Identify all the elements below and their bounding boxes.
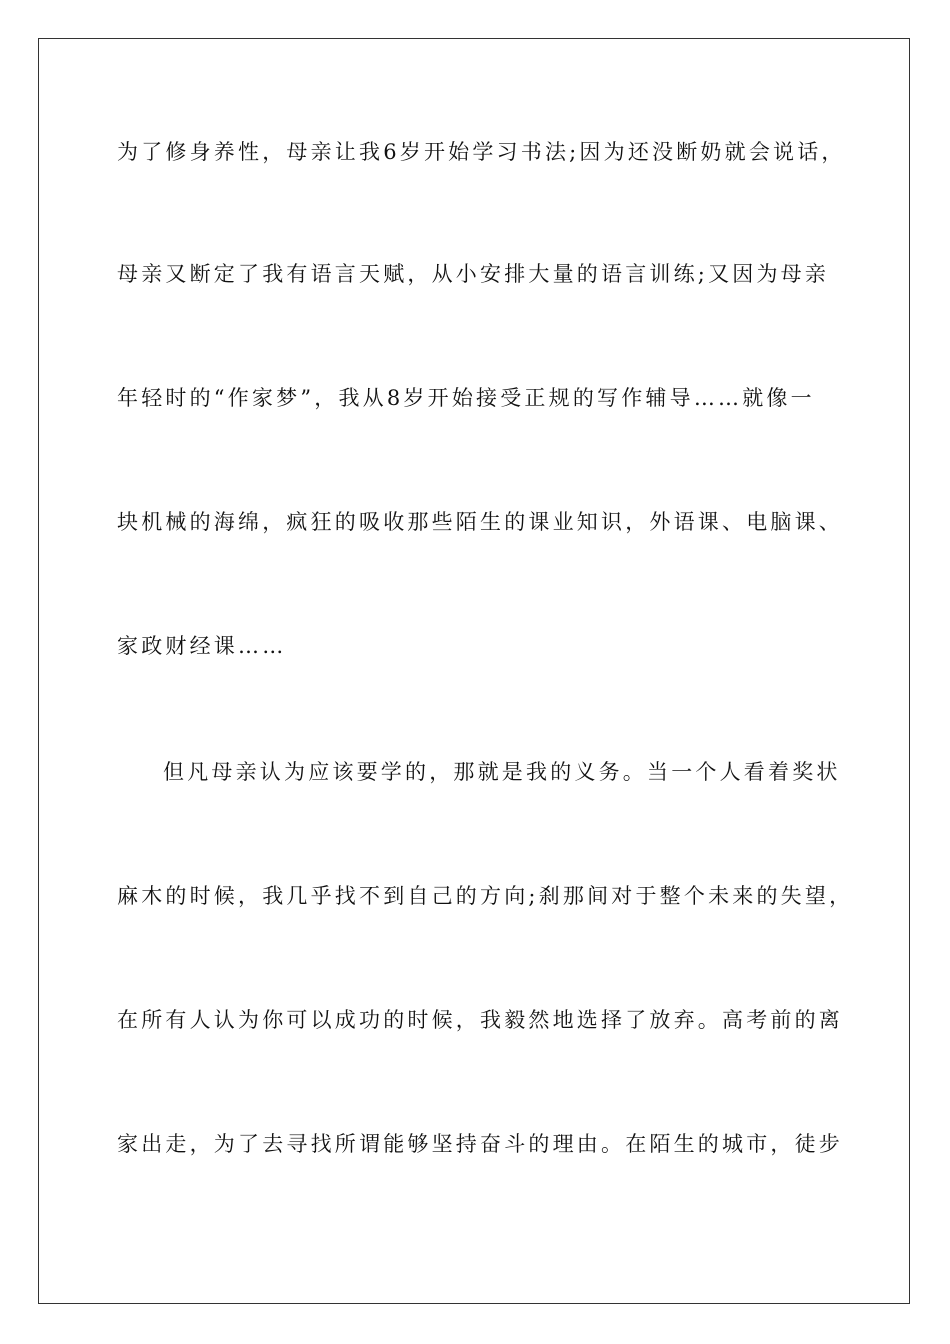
paragraph-line-6: 但凡母亲认为应该要学的，那就是我的义务。当一个人看着奖状 — [163, 760, 841, 784]
paragraph-line-5: 家政财经课…… — [117, 634, 287, 658]
paragraph-line-4: 块机械的海绵，疯狂的吸收那些陌生的课业知识，外语课、电脑课、 — [117, 510, 843, 534]
paragraph-line-7: 麻木的时候，我几乎找不到自己的方向;刹那间对于整个未来的失望， — [117, 884, 854, 908]
paragraph-line-3: 年轻时的“作家梦”，我从8岁开始接受正规的写作辅导……就像一 — [117, 386, 815, 410]
paragraph-line-1: 为了修身养性，母亲让我6岁开始学习书法;因为还没断奶就会说话， — [117, 140, 846, 164]
paragraph-line-8: 在所有人认为你可以成功的时候，我毅然地选择了放弃。高考前的离 — [117, 1008, 843, 1032]
paragraph-line-2: 母亲又断定了我有语言天赋，从小安排大量的语言训练;又因为母亲 — [117, 262, 830, 286]
paragraph-line-9: 家出走，为了去寻找所谓能够坚持奋斗的理由。在陌生的城市，徒步 — [117, 1132, 843, 1156]
page-border — [38, 38, 910, 1304]
